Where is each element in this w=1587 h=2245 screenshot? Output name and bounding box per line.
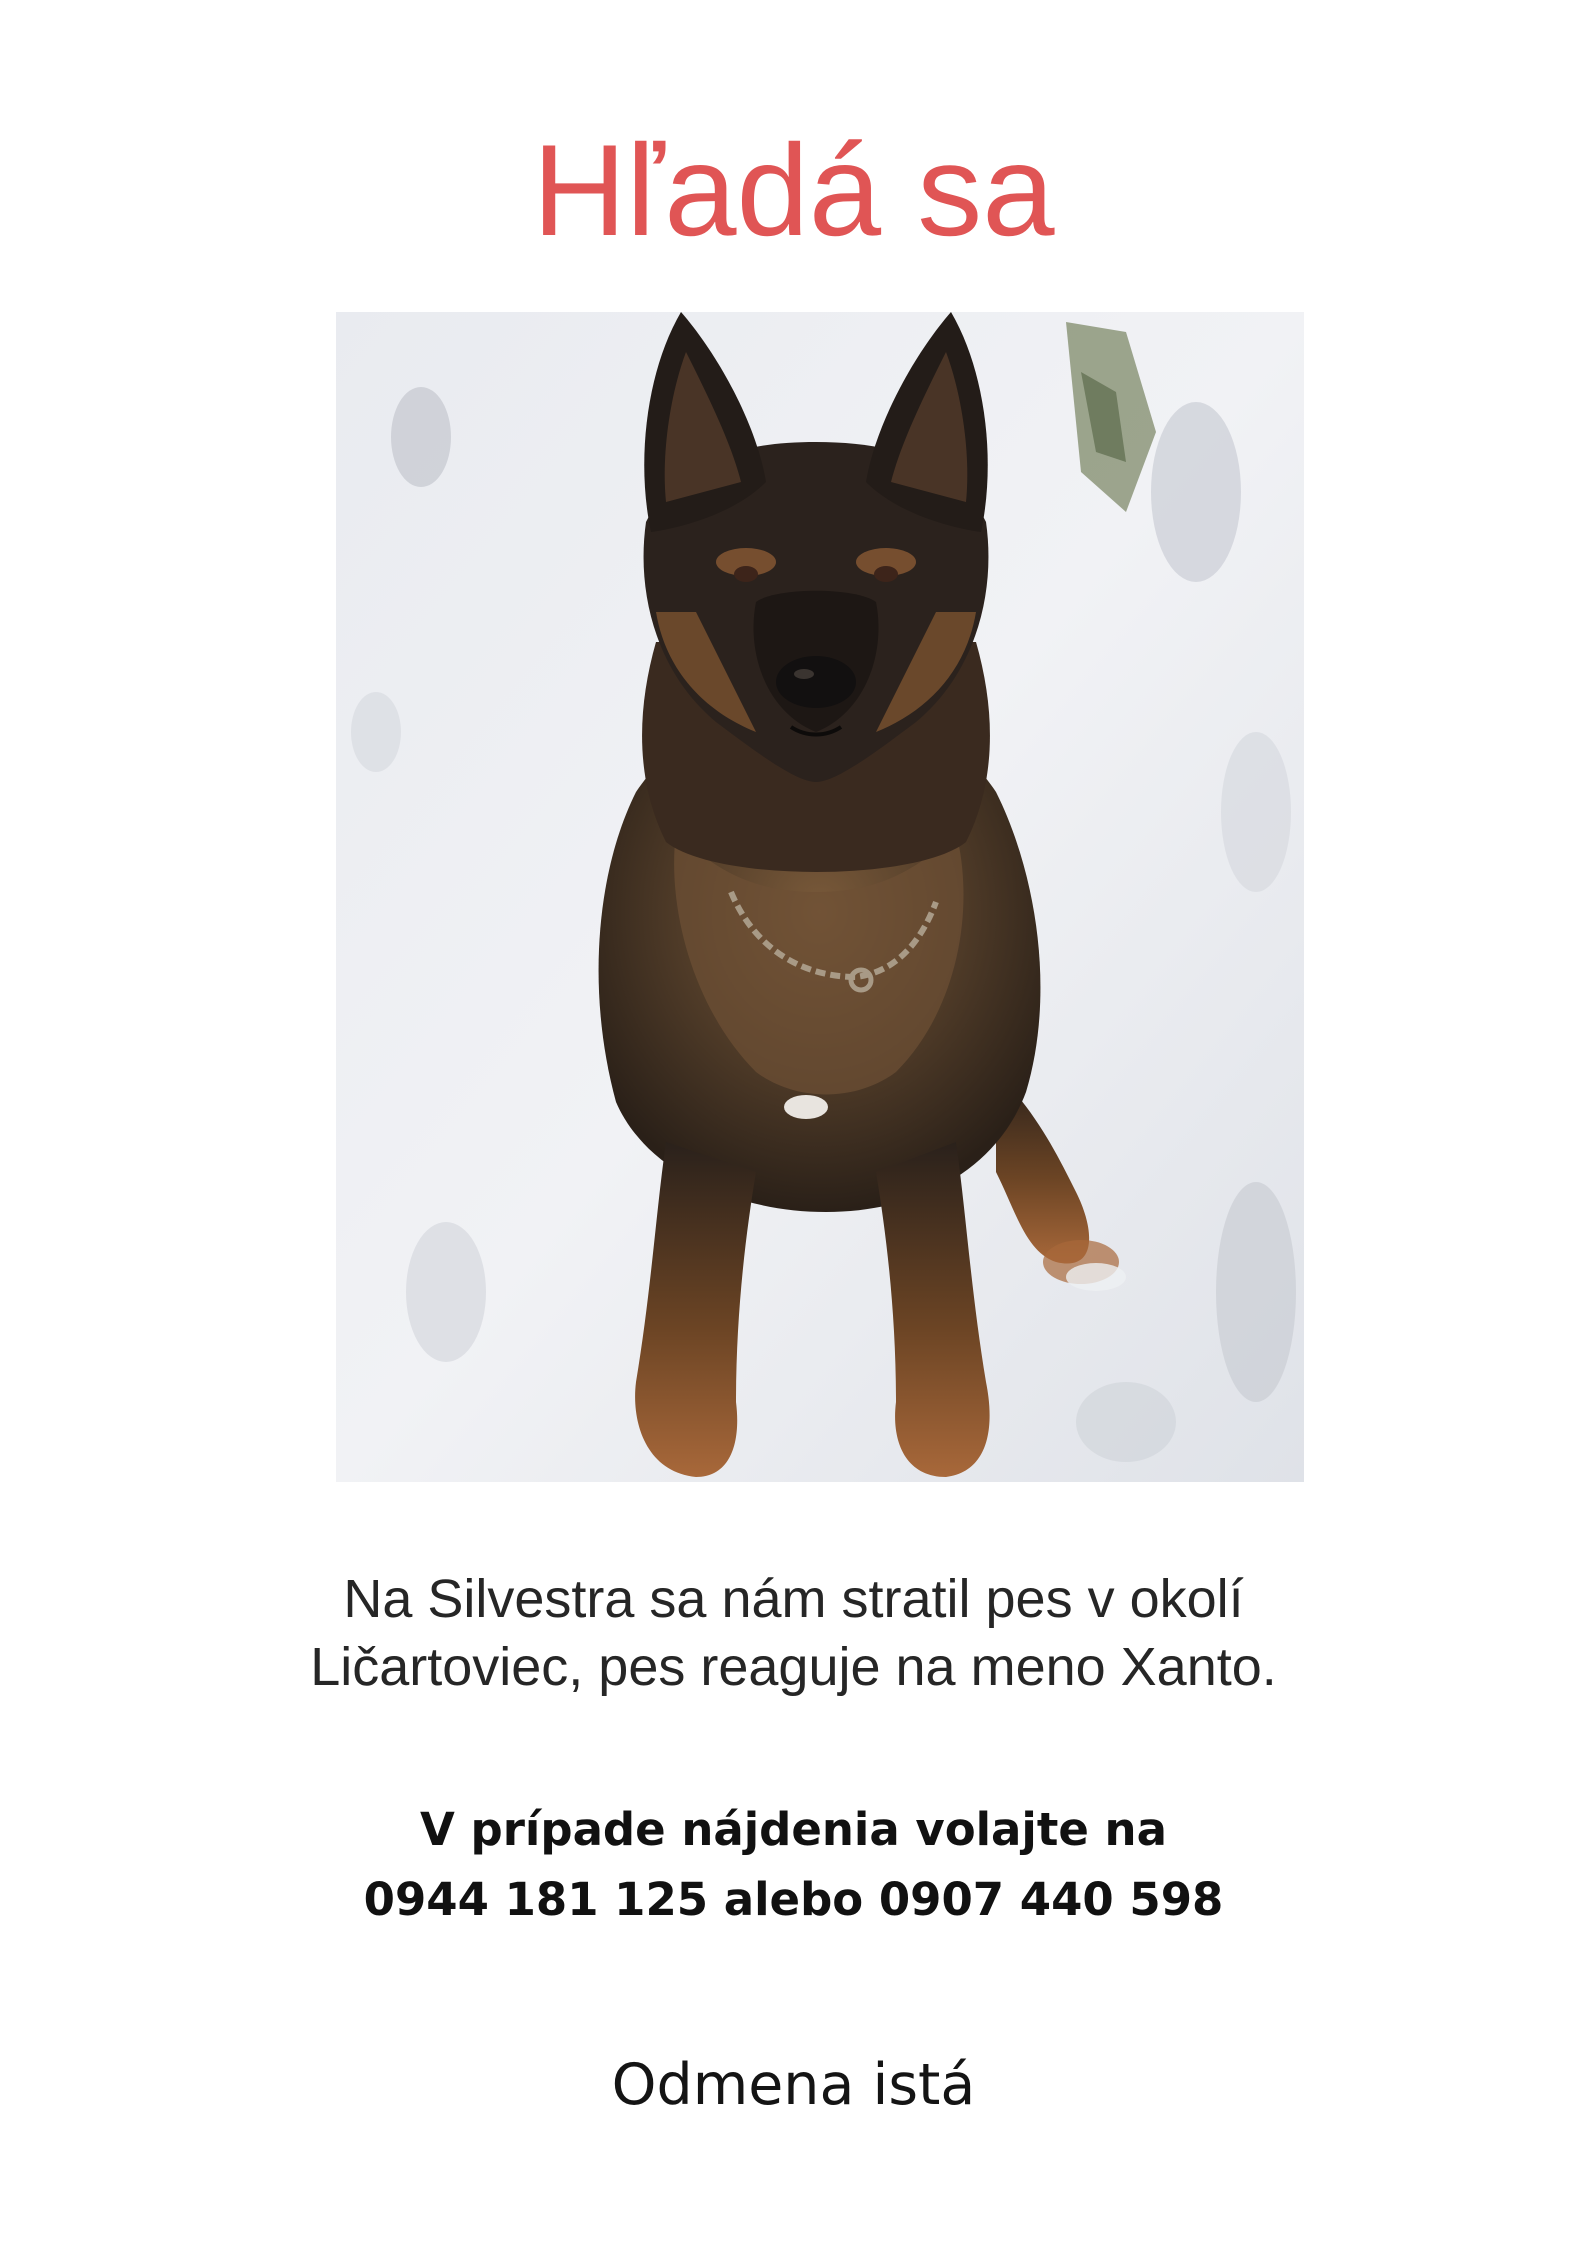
description-line: Ličartoviec, pes reaguje na meno Xanto.	[310, 1637, 1277, 1697]
contact-phones: 0944 181 125 alebo 0907 440 598	[363, 1873, 1224, 1926]
reward-text: Odmena istá	[611, 2052, 976, 2118]
description-line: Na Silvestra sa nám stratil pes v okolí	[343, 1569, 1244, 1629]
contact-line: V prípade nájdenia volajte na	[420, 1803, 1167, 1856]
dog-photo-icon	[336, 312, 1304, 1482]
poster-title: Hľadá sa	[532, 117, 1055, 263]
contact-info	[0, 1795, 1587, 1935]
description	[0, 1565, 1587, 1701]
dog-photo	[336, 312, 1304, 1482]
